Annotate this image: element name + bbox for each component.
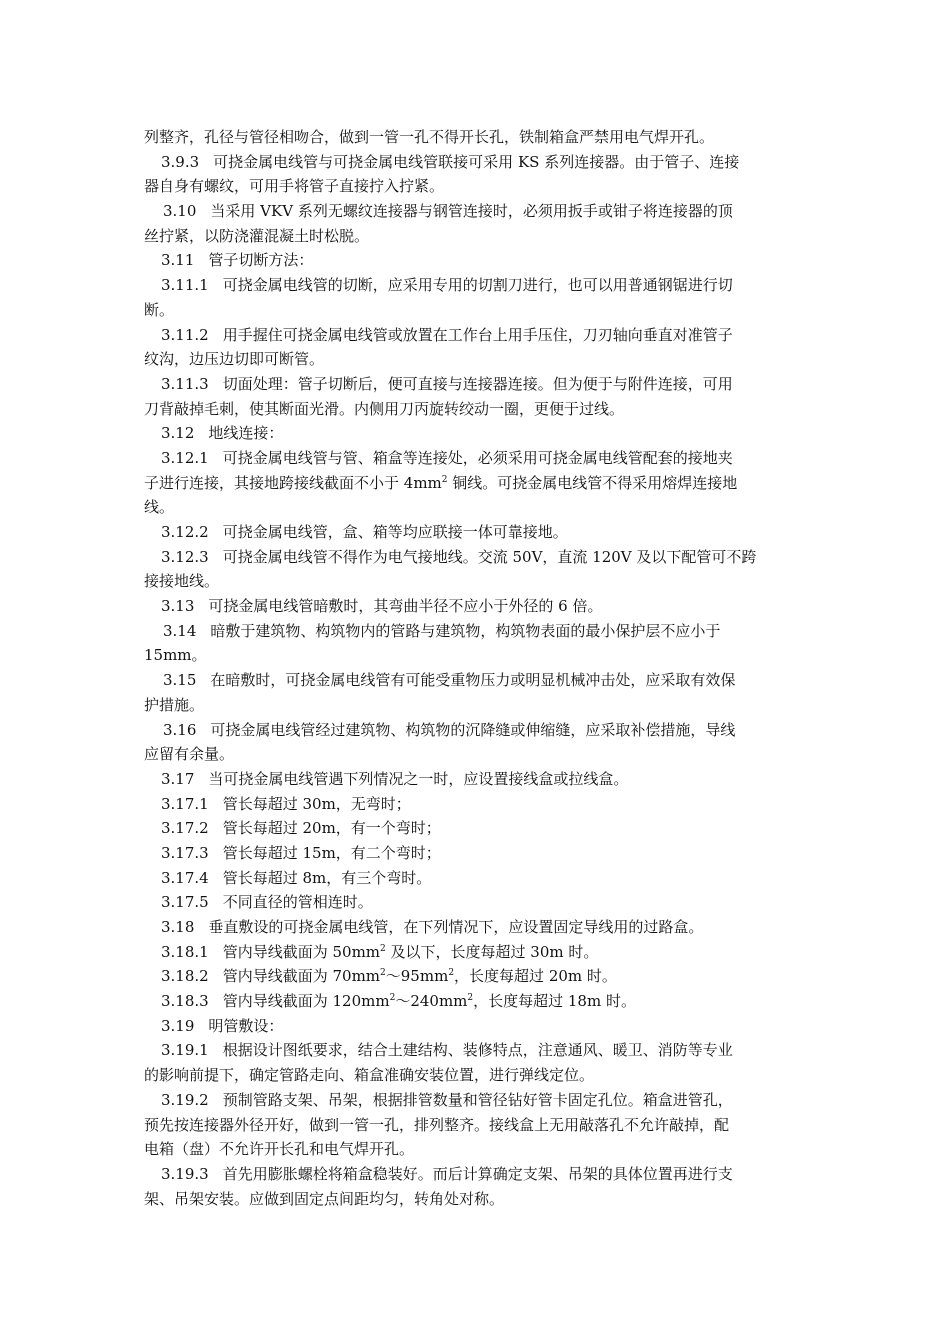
- clause-text: 首先用膨胀螺栓将箱盒稳装好。而后计算确定支架、吊架的具体位置再进行支: [222, 1164, 733, 1183]
- clause-number: 3.14: [163, 621, 197, 640]
- clause-text: 管子切断方法：: [208, 251, 314, 270]
- clause-text: 管内导线截面为 120mm: [222, 992, 390, 1011]
- clause-number: 3.12.2: [161, 523, 209, 541]
- clause-text: 用手握住可挠金属电线管或放置在工作台上用手压住，刀刃轴向垂直对准管子: [222, 325, 733, 344]
- clause-text: 垂直敷设的可挠金属电线管，在下列情况下，应设置固定导线用的过路盒。: [208, 918, 704, 936]
- clause-text: 暗敷于建筑物、构筑物内的管路与建筑物，构筑物表面的最小保护层不应小于: [210, 621, 721, 640]
- paragraph-line: [144, 1088, 806, 1113]
- clause-number: 3.12.1: [161, 448, 209, 467]
- clause-text: 切面处理：管子切断后，便可直接与连接器连接。但为便于与附件连接，可用: [222, 374, 733, 393]
- clause-text: 管长每超过 20m，有一个弯时；: [222, 819, 441, 838]
- clause-text: ～95mm: [385, 967, 449, 986]
- paragraph-line: 刀背敲掉毛刺，使其断面光滑。内侧用刀丙旋转绞动一圈，更便于过线。: [144, 399, 625, 418]
- clause-number: 3.19: [161, 1016, 195, 1035]
- paragraph-line: [144, 421, 806, 446]
- paragraph-line: 电箱（盘）不允许开长孔和电气焊开孔。: [144, 1140, 415, 1159]
- clause-text: 当可挠金属电线管遇下列情况之一时，应设置接线盒或拉线盒。: [208, 769, 629, 788]
- paragraph-line: [144, 594, 806, 619]
- clause-number: 3.12.3: [161, 547, 209, 566]
- paragraph-line: 纹沟，边压边切即可断管。: [144, 350, 325, 369]
- clause-text: 可挠金属电线管暗敷时，其弯曲半径不应小于外径的 6 倍。: [208, 597, 603, 616]
- paragraph-line: [144, 841, 806, 866]
- clause-text: 可挠金属电线管与管、箱盒等连接处，必须采用可挠金属电线管配套的接地夹: [222, 448, 733, 467]
- clause-text: 可挠金属电线管的切断，应采用专用的切割刀进行，也可以用普通钢锯进行切: [222, 276, 733, 295]
- paragraph-line: 丝拧紧，以防浇灌混凝土时松脱。: [144, 226, 370, 245]
- paragraph-line: [144, 940, 806, 965]
- clause-text: 可挠金属电线管经过建筑物、构筑物的沉降缝或伸缩缝，应采取补偿措施，导线: [210, 720, 736, 739]
- clause-number: 3.17: [161, 769, 195, 788]
- paragraph-line: [144, 866, 806, 891]
- paragraph-line: [144, 248, 806, 273]
- clause-number: 3.18.3: [161, 992, 209, 1011]
- paragraph-line: [144, 792, 806, 817]
- paragraph-line: [144, 816, 806, 841]
- clause-text: 根据设计图纸要求，结合土建结构、装修特点，注意通风、暖卫、消防等专业: [222, 1041, 733, 1060]
- clause-number: 3.9.3: [161, 152, 200, 171]
- clause-text: 当采用 VKV 系列无螺纹连接器与钢管连接时，必须用扳手或钳子将连接器的顶: [210, 202, 733, 221]
- paragraph-line: [144, 1162, 806, 1187]
- clause-text: 可挠金属电线管，盒、箱等均应联接一体可靠接地。: [222, 523, 568, 541]
- paragraph-line: [144, 273, 806, 298]
- paragraph-line: [144, 890, 806, 915]
- paragraph-line: 应留有余量。: [144, 745, 235, 764]
- clause-text: 管长每超过 15m，有二个弯时；: [222, 843, 441, 862]
- clause-number: 3.17.2: [161, 819, 209, 838]
- clause-number: 3.17.3: [161, 843, 209, 862]
- clause-number: 3.17.1: [161, 794, 209, 813]
- clause-number: 3.18.1: [161, 942, 209, 961]
- clause-number: 3.19.1: [161, 1041, 209, 1060]
- clause-number: 3.19.2: [161, 1090, 209, 1109]
- clause-text: ，长度每超过 20m 时。: [454, 967, 617, 986]
- paragraph-line: [144, 619, 806, 644]
- clause-number: 3.18.2: [161, 967, 209, 986]
- paragraph-line: [144, 668, 806, 693]
- paragraph-line: 线。: [144, 498, 175, 517]
- paragraph-line: [144, 520, 806, 545]
- paragraph-line: 接接地线。: [144, 572, 220, 591]
- clause-text: 地线连接：: [208, 424, 284, 443]
- paragraph-line: [144, 446, 806, 471]
- clause-number: 3.18: [161, 918, 195, 936]
- paragraph-line: 预先按连接器外径开好，做到一管一孔，排列整齐。接线盒上无用敲落孔不允许敲掉，配: [144, 1115, 730, 1134]
- paragraph-line: [144, 989, 806, 1014]
- superscript: 2: [467, 993, 474, 1004]
- clause-text: 管内导线截面为 70mm: [222, 967, 381, 986]
- clause-text: ～240mm: [395, 992, 468, 1011]
- paragraph-line: 15mm。: [144, 646, 207, 665]
- paragraph-line: [144, 915, 806, 940]
- clause-number: 3.19.3: [161, 1164, 209, 1183]
- paragraph-line: [144, 718, 806, 743]
- clause-text: 及以下，长度每超过 30m 时。: [385, 942, 599, 961]
- superscript: 2: [389, 993, 396, 1004]
- clause-number: 3.17.4: [161, 868, 209, 887]
- clause-text: 可挠金属电线管与可挠金属电线管联接可采用 KS 系列连接器。由于管子、连接: [213, 152, 740, 171]
- clause-number: 3.11.1: [161, 276, 209, 295]
- clause-text: 不同直径的管相连时。: [222, 893, 373, 912]
- clause-number: 3.11.3: [161, 374, 209, 393]
- clause-text: 预制管路支架、吊架，根据排管数量和管径钻好管卡固定孔位。箱盒进管孔，: [222, 1090, 733, 1109]
- clause-number: 3.16: [163, 720, 197, 739]
- clause-text: 明管敷设：: [208, 1016, 284, 1035]
- paragraph-line: [144, 199, 806, 224]
- paragraph-line: 列整齐，孔径与管径相吻合，做到一管一孔不得开长孔，铁制箱盒严禁用电气焊开孔。: [144, 128, 715, 146]
- clause-number: 3.15: [163, 671, 197, 690]
- clause-number: 3.13: [161, 597, 195, 616]
- clause-text: 子进行连接，其接地跨接线截面不小于 4mm: [144, 473, 442, 492]
- clause-text: 在暗敷时，可挠金属电线管有可能受重物压力或明显机械冲击处，应采取有效保: [210, 671, 736, 690]
- paragraph-line: 器自身有螺纹，可用手将管子直接拧入拧紧。: [144, 177, 445, 196]
- paragraph-line: [144, 150, 806, 175]
- clause-text: 可挠金属电线管不得作为电气接地线。交流 50V，直流 120V 及以下配管可不跨: [222, 547, 757, 566]
- document-body: [144, 125, 806, 1211]
- clause-text: ，长度每超过 18m 时。: [473, 992, 636, 1011]
- clause-text: 铜线。可挠金属电线管不得采用熔焊连接地: [447, 473, 738, 492]
- clause-number: 3.11: [161, 251, 195, 270]
- paragraph-line: [144, 323, 806, 348]
- superscript: 2: [441, 474, 448, 485]
- superscript: 2: [380, 943, 386, 954]
- paragraph-line: [144, 471, 806, 496]
- clause-number: 3.17.5: [161, 893, 209, 912]
- clause-text: 管长每超过 8m，有三个弯时。: [222, 868, 432, 887]
- paragraph-line: 护措施。: [144, 695, 205, 714]
- clause-number: 3.12: [161, 424, 195, 443]
- clause-number: 3.10: [163, 202, 197, 221]
- clause-number: 3.11.2: [161, 325, 209, 344]
- clause-text: 管长每超过 30m，无弯时；: [222, 794, 411, 813]
- paragraph-line: [144, 1014, 806, 1039]
- paragraph-line: [144, 545, 806, 570]
- paragraph-line: 的影响前提下，确定管路走向、箱盒准确安装位置，进行弹线定位。: [144, 1066, 595, 1085]
- superscript: 2: [380, 968, 386, 979]
- paragraph-line: 断。: [144, 300, 175, 319]
- paragraph-line: [144, 964, 806, 989]
- paragraph-line: [144, 372, 806, 397]
- superscript: 2: [448, 968, 455, 979]
- paragraph-line: [144, 767, 806, 792]
- paragraph-line: 架、吊架安装。应做到固定点间距均匀，转角处对称。: [144, 1189, 505, 1208]
- paragraph-line: [144, 1038, 806, 1063]
- clause-text: 管内导线截面为 50mm: [222, 942, 381, 961]
